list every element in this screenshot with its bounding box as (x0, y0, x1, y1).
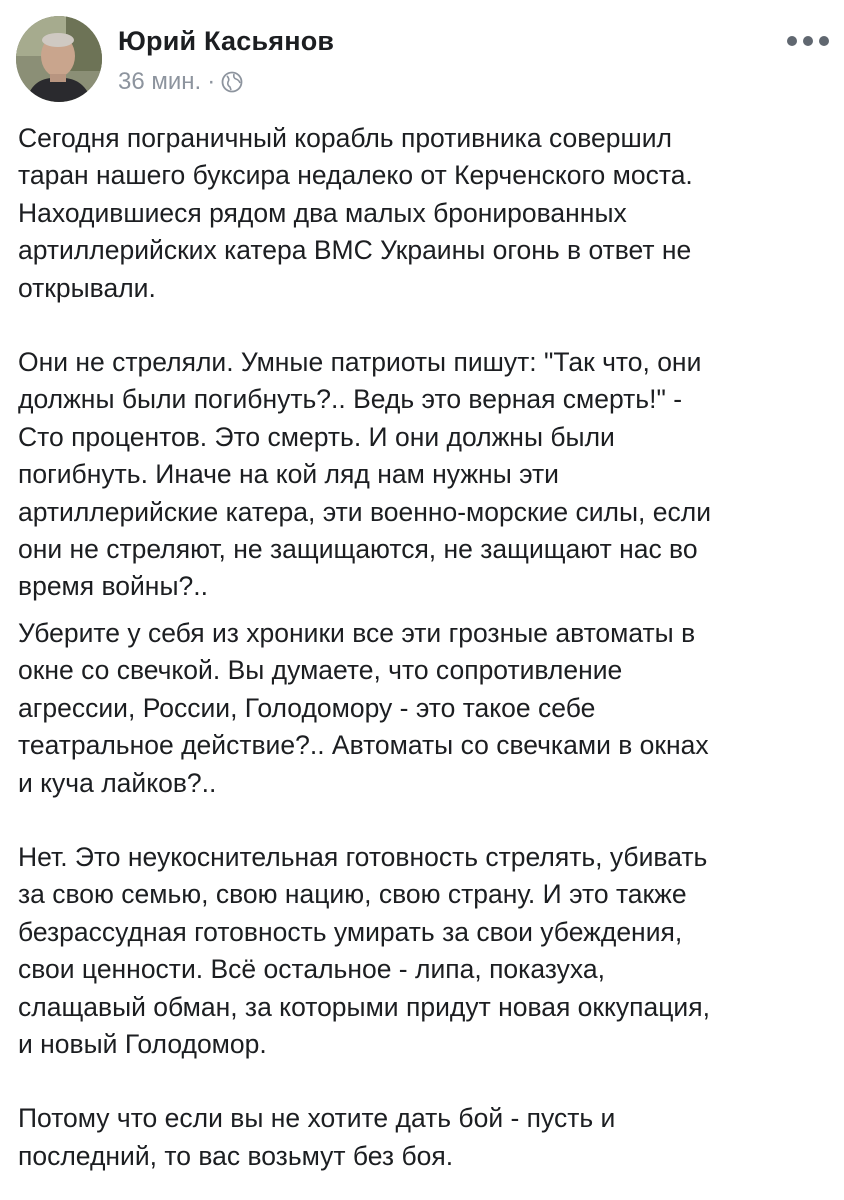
post-text (18, 120, 828, 1175)
text-line: должны были погибнуть?.. Ведь это верная смерть!" - (18, 384, 683, 415)
text-line: слащавый обман, за которыми придут новая оккупация, (18, 991, 710, 1022)
post-paragraph (18, 615, 828, 802)
post-paragraph (18, 344, 828, 606)
author-name[interactable]: Юрий Касьянов (118, 26, 335, 56)
text-line: Уберите у себя из хроники все эти грозные автоматы в (18, 617, 696, 648)
text-line: Они не стреляли. Умные патриоты пишут: "Так что, они (18, 347, 702, 378)
text-line: время войны?.. (18, 571, 208, 602)
avatar-photo-icon (16, 16, 102, 102)
text-line: и новый Голодомор. (18, 1028, 267, 1059)
text-line: открывали. (18, 272, 156, 303)
text-line: свои ценности. Всё остальное - липа, показуха, (18, 954, 605, 985)
text-line: артиллерийские катера, эти военно-морские силы, если (18, 496, 712, 527)
text-line: они не стреляют, не защищаются, не защищают нас во (18, 534, 698, 565)
post-paragraph (18, 839, 828, 1063)
post-header (14, 16, 830, 106)
text-line: Сто процентов. Это смерть. И они должны были (18, 421, 615, 452)
avatar[interactable] (16, 16, 102, 102)
post-paragraph (18, 120, 828, 307)
more-dots-icon[interactable] (786, 34, 830, 48)
text-line: окне со свечкой. Вы думаете, что сопротивление (18, 655, 623, 686)
text-line: театральное действие?.. Автоматы со свечками в окнах (18, 730, 709, 761)
text-line: погибнуть. Иначе на кой ляд нам нужны эти (18, 459, 559, 490)
text-line: последний, то вас возьмут без боя. (18, 1140, 454, 1171)
text-line: артиллерийских катера ВМС Украины огонь в ответ не (18, 235, 692, 266)
globe-icon[interactable] (221, 71, 243, 93)
text-line: Потому что если вы не хотите дать бой - пусть и (18, 1103, 616, 1134)
text-line: за свою семью, свою нацию, свою страну. И это также (18, 879, 687, 910)
post-time[interactable]: 36 мин. (118, 68, 202, 95)
text-line: Находившиеся рядом два малых бронированных (18, 197, 627, 228)
post-paragraph (18, 1100, 828, 1175)
meta-separator: · (207, 68, 216, 95)
post-meta (118, 68, 243, 96)
text-line: Сегодня пограничный корабль противника совершил (18, 123, 673, 153)
text-line: Нет. Это неукоснительная готовность стрелять, убивать (18, 841, 708, 872)
text-line: таран нашего буксира недалеко от Керченского моста. (18, 160, 693, 191)
text-line: агрессии, России, Голодомору - это такое себе (18, 692, 596, 723)
text-line: безрассудная готовность умирать за свои убеждения, (18, 916, 683, 947)
text-line: и куча лайков?.. (18, 767, 217, 798)
